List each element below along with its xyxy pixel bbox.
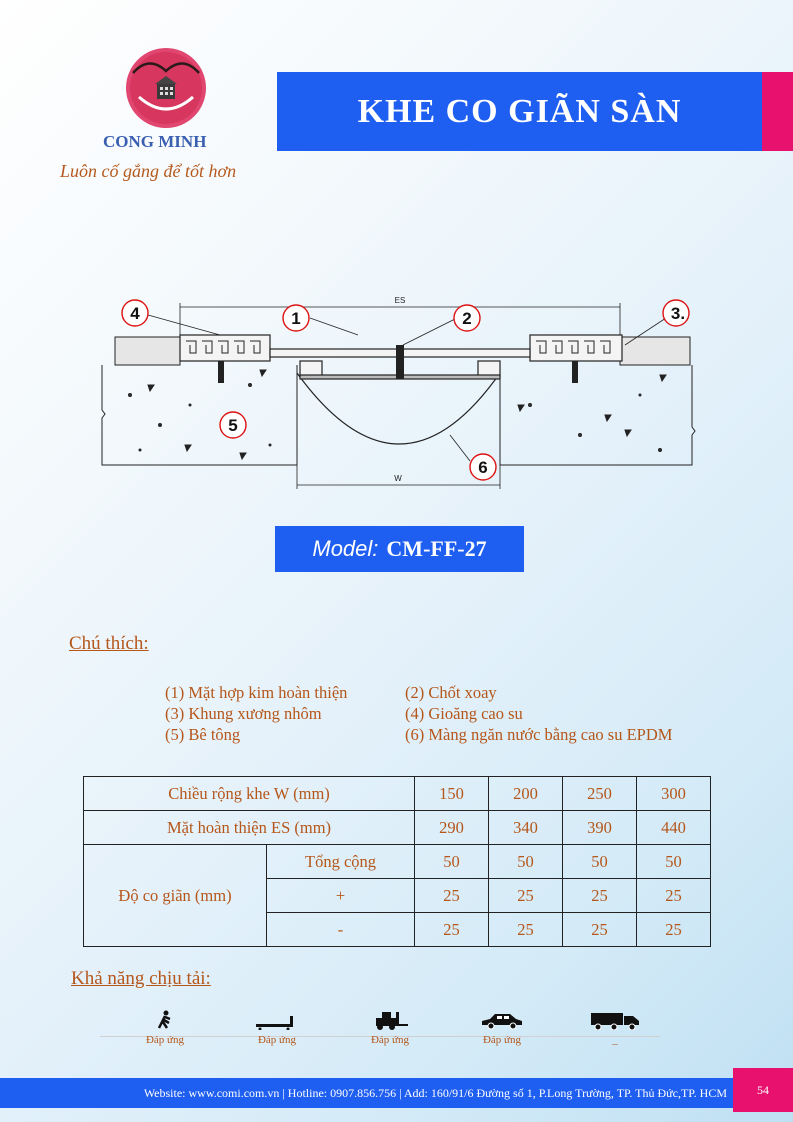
page-title: KHE CO GIÃN SÀN <box>357 92 682 130</box>
load-item <box>565 1010 665 1046</box>
company-logo <box>125 47 207 129</box>
legend-item-4: (4) Gioăng cao su <box>405 704 523 723</box>
table-cell: 25 <box>415 913 489 947</box>
load-label: Đáp ứng <box>257 1034 297 1046</box>
legend-heading: Chú thích: <box>69 633 149 654</box>
sub-row-label: Tổng cộng <box>267 845 415 879</box>
expansion-joint-drawing <box>100 285 700 495</box>
epdm-membrane <box>297 373 500 444</box>
load-label: Đáp ứng <box>370 1034 410 1046</box>
spec-table <box>83 776 711 947</box>
table-cell: 250 <box>563 777 637 811</box>
truck-icon <box>589 1010 641 1030</box>
model-label: Model: <box>312 536 379 561</box>
page-number: 54 <box>733 1068 793 1112</box>
table-cell: 200 <box>489 777 563 811</box>
table-row <box>84 845 711 879</box>
legend-list <box>165 682 672 745</box>
table-cell: 25 <box>563 913 637 947</box>
slogan: Luôn cố gắng để tốt hơn <box>60 161 237 181</box>
table-cell: 25 <box>637 913 711 947</box>
callout-5: 5 <box>228 416 238 435</box>
pedestrian-icon <box>150 1010 180 1030</box>
table-cell: 390 <box>563 811 637 845</box>
left-aluminum-frame <box>180 335 270 361</box>
sub-row-label: - <box>267 913 415 947</box>
callout-1: 1 <box>291 309 301 328</box>
model-code: CM-FF-27 <box>386 536 487 561</box>
table-cell: 340 <box>489 811 563 845</box>
table-cell: 25 <box>489 879 563 913</box>
load-label: Đáp ứng <box>145 1034 185 1046</box>
row-label-es: Mặt hoàn thiện ES (mm) <box>84 811 415 845</box>
legend-item-5: (5) Bê tông <box>165 725 241 744</box>
table-cell: 150 <box>415 777 489 811</box>
car-icon <box>480 1010 524 1030</box>
table-cell: 300 <box>637 777 711 811</box>
callout-3: 3. <box>670 304 686 323</box>
load-label: Đáp ứng <box>482 1034 522 1046</box>
load-heading: Khả năng chịu tải: <box>71 968 211 989</box>
table-cell: 25 <box>489 913 563 947</box>
table-cell: 290 <box>415 811 489 845</box>
callout-6: 6 <box>478 458 488 477</box>
row-label-width: Chiều rộng khe W (mm) <box>84 777 415 811</box>
load-item <box>115 1010 215 1046</box>
load-item <box>340 1010 440 1046</box>
table-cell: 25 <box>637 879 711 913</box>
load-capacity-row <box>100 1010 660 1070</box>
dimension-w-label: W <box>394 474 402 483</box>
legend-item-2: (2) Chốt xoay <box>405 683 497 702</box>
table-cell: 50 <box>489 845 563 879</box>
dimension-es-label: ES <box>394 296 406 305</box>
brand-name: CONG MINH <box>103 132 207 151</box>
load-item <box>452 1010 552 1046</box>
title-banner <box>277 72 762 151</box>
table-row <box>84 811 711 845</box>
table-cell: 25 <box>415 879 489 913</box>
forklift-icon <box>370 1010 410 1030</box>
callout-2: 2 <box>462 309 472 328</box>
sub-row-label: + <box>267 879 415 913</box>
pivot-pin <box>396 345 404 379</box>
table-cell: 50 <box>415 845 489 879</box>
footer-contact: Website: www.comi.com.vn | Hotline: 0907.856.756 | Add: 160/91/6 Đường số 1, P.Long Trường, TP. Thủ Đức,TP. HCM <box>143 1085 727 1100</box>
row-label-movement: Độ co giãn (mm) <box>84 845 267 947</box>
legend-item-3: (3) Khung xương nhôm <box>165 704 322 723</box>
load-label: _ <box>612 1034 618 1046</box>
table-row <box>84 777 711 811</box>
table-cell: 50 <box>637 845 711 879</box>
legend-item-6: (6) Màng ngăn nước bằng cao su EPDM <box>405 725 673 744</box>
model-badge <box>275 526 524 572</box>
title-accent-bar <box>762 72 793 151</box>
legend-item-1: (1) Mặt hợp kim hoàn thiện <box>165 683 348 702</box>
table-cell: 25 <box>563 879 637 913</box>
right-aluminum-frame <box>530 335 622 361</box>
callout-4: 4 <box>130 304 140 323</box>
footer-bar <box>0 1078 733 1108</box>
table-cell: 50 <box>563 845 637 879</box>
table-cell: 440 <box>637 811 711 845</box>
load-item <box>227 1010 327 1046</box>
trolley-icon <box>252 1010 302 1030</box>
